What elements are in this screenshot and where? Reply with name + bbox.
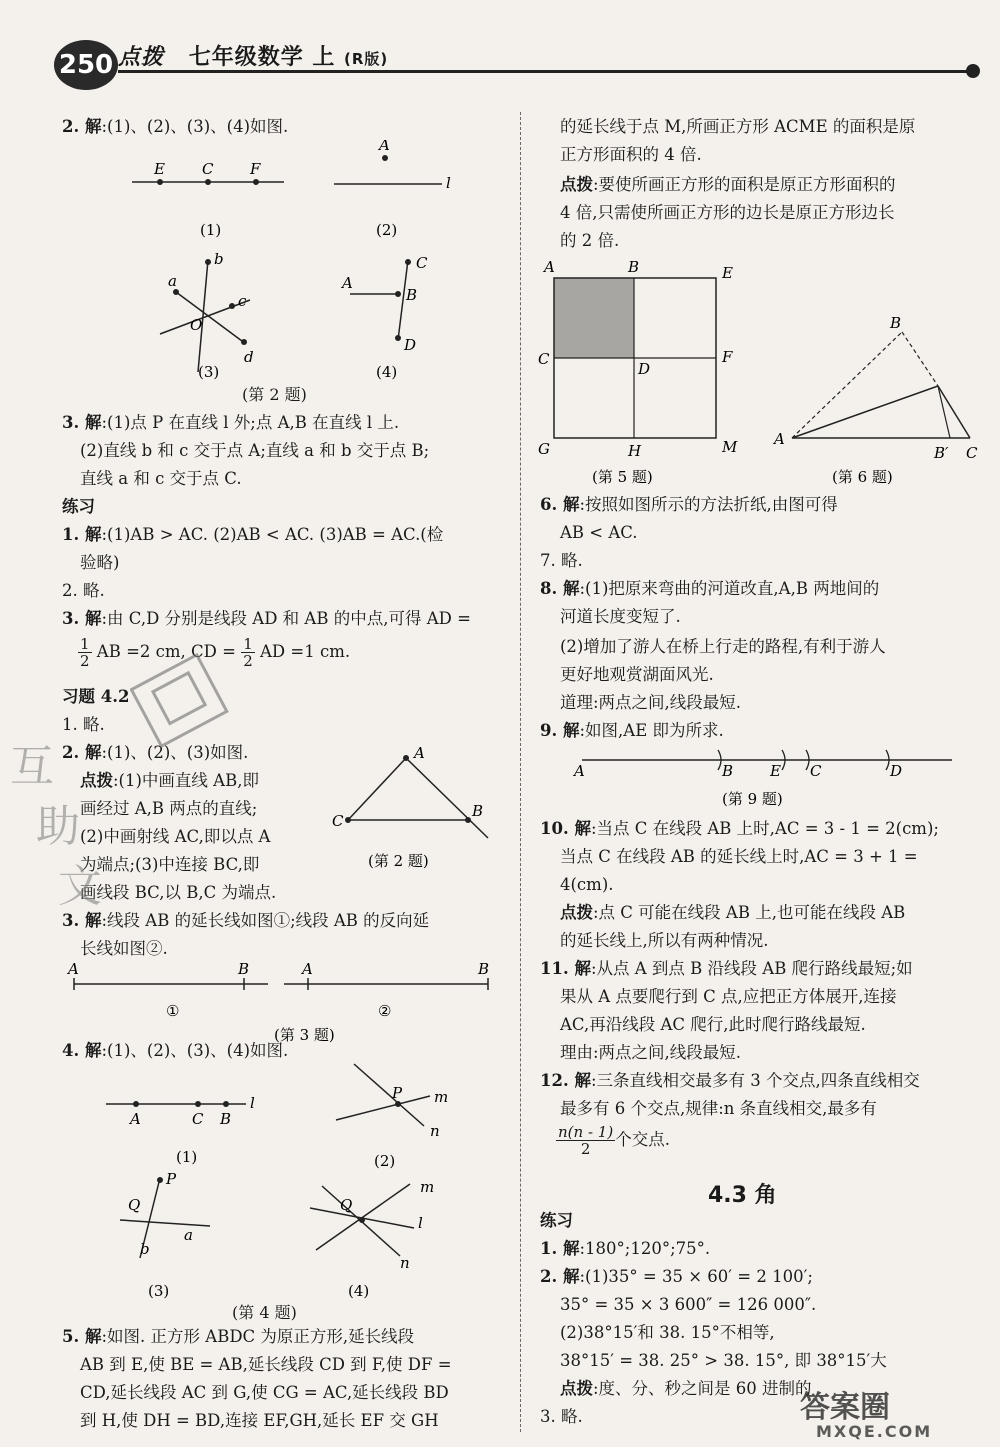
caption-4-3: (3): [148, 1282, 170, 1300]
pr1-line-1: [62, 524, 443, 546]
pr1-text-1: :(1)AB > AC. (2)AB < AC. (3)AB = AC.(检: [101, 525, 444, 544]
pr1-label: 1. 解: [62, 525, 102, 544]
ex4-figure-bottom: [110, 1170, 490, 1300]
pr3-mid: AB =2 cm, CD =: [96, 642, 236, 661]
q8-line-2: 河道长度变短了.: [560, 607, 681, 626]
ex2-text-1: :(1)、(2)、(3)如图.: [101, 743, 249, 762]
q2-label: 2. 解: [62, 117, 102, 136]
point-e: [157, 179, 163, 185]
q12-text-1: :三条直线相交最多有 3 个交点,四条直线相交: [590, 1071, 920, 1090]
q10-line-3: 4(cm).: [560, 875, 614, 894]
label-a-4: A: [342, 274, 353, 292]
label-l: l: [446, 174, 451, 192]
a1-line: [540, 1238, 710, 1260]
label-e: E: [154, 160, 165, 178]
label-b-4: B: [406, 286, 418, 304]
watermark-char-2: 助: [36, 801, 80, 852]
q3-line-3: 直线 a 和 c 交于点 C.: [80, 469, 242, 488]
point-b: [465, 817, 471, 823]
watermark-char-1: 互: [10, 741, 54, 792]
label-c: C: [538, 350, 550, 368]
a2-label: 2. 解: [540, 1267, 580, 1286]
ex2-figure: [330, 740, 500, 870]
ex3-line-1: [62, 910, 429, 932]
point-f: [253, 179, 259, 185]
fraction-half-1: [78, 636, 92, 669]
label-n: n: [400, 1254, 410, 1272]
ex4-line-1: [62, 1040, 288, 1062]
fig9-ruler: [566, 742, 966, 814]
q8-line-1: [540, 578, 879, 600]
caption-4-4: (4): [348, 1282, 370, 1300]
label-d-lower: d: [244, 348, 254, 366]
section-exercise: 习题 4.2: [62, 687, 130, 706]
ex3-figure: [62, 960, 502, 1050]
q2-caption: (第 2 题): [242, 385, 307, 404]
q7-line: 7. 略.: [540, 551, 583, 570]
section-4-3-heading: 4.3 角: [708, 1183, 777, 1208]
q3-line-2: (2)直线 b 和 c 交于点 A;直线 a 和 b 交于点 B;: [80, 441, 430, 460]
line-d: [176, 292, 246, 344]
point-d-4: [395, 335, 401, 341]
label-b2: B: [478, 960, 490, 978]
label-g: G: [538, 440, 550, 458]
label-b: B: [472, 802, 484, 820]
line-a: [120, 1220, 210, 1226]
label-b: B: [628, 258, 640, 276]
q12-frac-den: 2: [580, 1140, 591, 1158]
label-c: C: [966, 444, 978, 462]
ex2-tip-label: 点拨: [80, 771, 113, 790]
q8-line-5: 道理:两点之间,线段最短.: [560, 693, 742, 712]
q2-text: :(1)、(2)、(3)、(4)如图.: [101, 117, 289, 136]
a2-line-4: 38°15′ = 38. 25° > 38. 15°, 即 38°15′大: [560, 1351, 887, 1370]
q12-line-2: 最多有 6 个交点,规律:n 条直线相交,最多有: [560, 1099, 877, 1118]
point-c-lower: [229, 303, 235, 309]
tip10-line-1: [560, 902, 905, 924]
caption-2-4: (4): [376, 363, 398, 380]
q8-line-3: (2)增加了游人在桥上行走的路程,有利于游人: [560, 637, 886, 656]
q12-line-3: [556, 1124, 670, 1157]
point-c: [195, 1101, 201, 1107]
tip10-line-2: 的延长线上,所以有两种情况.: [560, 931, 769, 950]
tip2-label: 点拨: [560, 1379, 593, 1398]
q3-line-1: [62, 412, 399, 434]
q11-line-2: 果从 A 点要爬行到 C 点,应把正方体展开,连接: [560, 987, 897, 1006]
q11-line-1: [540, 958, 913, 980]
a3-line: 3. 略.: [540, 1407, 583, 1426]
point-a: [133, 1101, 139, 1107]
label-o: O: [190, 316, 203, 334]
ex4-label: 4. 解: [62, 1041, 102, 1060]
q10-text-1: :当点 C 在线段 AB 上时,AC = 3 - 1 = 2(cm);: [590, 819, 939, 838]
label-c: C: [332, 812, 344, 830]
point-c-4: [405, 259, 411, 265]
tip5-text-1: :要使所画正方形的面积是原正方形面积的: [593, 175, 896, 194]
ex5-line-2: AB 到 E,使 BE = AB,延长线段 CD 到 F,使 DF =: [80, 1355, 452, 1374]
line-c: [160, 300, 250, 334]
q12-end: 个交点.: [615, 1130, 670, 1149]
caption-2-2: (2): [376, 221, 398, 239]
ex3-text-1: :线段 AB 的延长线如图①;线段 AB 的反向延: [101, 911, 430, 930]
pr3-label: 3. 解: [62, 609, 102, 628]
fig5-square: [536, 258, 756, 488]
logo-sub-text: MXQE.COM: [816, 1422, 933, 1441]
q6-text-1: :按照如图所示的方法折纸,由图可得: [579, 495, 838, 514]
fig9-caption: (第 9 题): [722, 790, 783, 808]
frac1-den: 2: [80, 652, 90, 670]
pr3-text-1: :由 C,D 分别是线段 AD 和 AB 的中点,可得 AD =: [101, 609, 471, 628]
point-b-4: [395, 291, 401, 297]
label-e: E: [770, 762, 781, 780]
line-ab: [406, 758, 488, 838]
ex5-line-3: CD,延长线段 AC 到 G,使 CG = AC,延长线段 BD: [80, 1383, 449, 1402]
q3-text-1: :(1)点 P 在直线 l 外;点 A,B 在直线 l 上.: [101, 413, 400, 432]
point-a: [382, 155, 388, 161]
tip5-label: 点拨: [560, 175, 593, 194]
label-p: P: [166, 1170, 177, 1188]
ex3-caption: (第 3 题): [274, 1026, 335, 1044]
frac2-num: 1: [243, 635, 253, 653]
q10-line-1: [540, 818, 939, 840]
label-circle-1: ①: [166, 1002, 180, 1020]
tip10-text-1: :点 C 可能在线段 AB 上,也可能在线段 AB: [593, 903, 906, 922]
label-a: A: [774, 430, 785, 448]
fig5-caption: (第 5 题): [592, 468, 653, 486]
point-a: [403, 755, 409, 761]
label-d: D: [890, 762, 903, 780]
r-line-2: 正方形面积的 4 倍.: [560, 145, 702, 164]
label-d: D: [638, 360, 651, 378]
line-ab-ext: [348, 758, 406, 820]
q2-figure-bottom: [140, 250, 460, 380]
ex2-text-2: :(1)中画直线 AB,即: [113, 771, 259, 790]
label-a: A: [544, 258, 555, 276]
label-n: n: [430, 1122, 440, 1140]
q10-label: 10. 解: [540, 819, 591, 838]
q12-label: 12. 解: [540, 1071, 591, 1090]
ex2-line-2: [80, 770, 259, 792]
label-m: M: [722, 438, 738, 456]
ex3-line-2: 长线如图②.: [80, 939, 168, 958]
label-q: Q: [128, 1196, 141, 1214]
segment-a-fold: [792, 386, 938, 438]
label-b: b: [140, 1240, 150, 1258]
watermark-char-3: 文: [58, 861, 102, 912]
label-b: B: [220, 1110, 232, 1128]
section-practice-right: 练习: [540, 1211, 573, 1230]
segment-fold-b2: [938, 386, 950, 438]
ex3-label: 3. 解: [62, 911, 102, 930]
label-c-4: C: [416, 254, 428, 272]
ex4-figure-top: [100, 1062, 500, 1172]
ex2-line-4: (2)中画射线 AC,即以点 A: [80, 827, 271, 846]
logo-main-text: 答案圈: [800, 1390, 890, 1425]
label-c: C: [810, 762, 822, 780]
label-b: b: [214, 250, 224, 268]
line-m: [336, 1096, 430, 1120]
label-a1: A: [68, 960, 79, 978]
fig6-caption: (第 6 题): [832, 468, 893, 486]
page-number-badge: 250: [54, 40, 118, 90]
point-q: [359, 1217, 365, 1223]
ex2-line-5: 为端点;(3)中连接 BC,即: [80, 855, 260, 874]
label-f: F: [722, 348, 733, 366]
label-e: E: [722, 264, 733, 282]
point-c: [345, 817, 351, 823]
pr2-line: 2. 略.: [62, 581, 105, 600]
point-p: [157, 1177, 163, 1183]
q6-line-1: [540, 494, 838, 516]
ex2-line-1: [62, 742, 248, 764]
ex2-label: 2. 解: [62, 743, 102, 762]
segment-fold-c: [938, 386, 970, 438]
q10-line-2: 当点 C 在线段 AB 的延长线上时,AC = 3 + 1 =: [560, 847, 918, 866]
a1-label: 1. 解: [540, 1239, 580, 1258]
a2-line-1: [540, 1266, 813, 1288]
page-header: [0, 0, 1000, 100]
ex5-line-4: 到 H,使 DH = BD,连接 EF,GH,延长 EF 交 GH: [80, 1411, 439, 1430]
q11-label: 11. 解: [540, 959, 591, 978]
book-grade-title: 七年级数学 上: [188, 45, 336, 70]
label-c-lower: c: [238, 292, 247, 310]
tip2-line: [560, 1378, 812, 1400]
book-edition: (R版): [344, 50, 389, 68]
a2-text-1: :(1)35° = 35 × 60′ = 2 100′;: [579, 1267, 813, 1286]
label-m: m: [420, 1178, 435, 1196]
label-a: A: [130, 1110, 141, 1128]
q11-line-3: AC,再沿线段 AC 爬行,此时爬行路线最短.: [560, 1015, 866, 1034]
caption-4-1: (1): [176, 1148, 198, 1166]
ex2-caption: (第 2 题): [368, 852, 429, 870]
label-a: A: [574, 762, 585, 780]
label-a: A: [379, 140, 390, 154]
dashed-ab: [792, 332, 902, 438]
pr3-end: AD =1 cm.: [260, 642, 351, 661]
shaded-original-square: [554, 278, 634, 358]
frac1-num: 1: [80, 635, 90, 653]
brand-name: 点拨: [118, 45, 165, 70]
ex5-text-1: :如图. 正方形 ABDC 为原正方形,延长线段: [101, 1327, 415, 1346]
q6-label: 6. 解: [540, 495, 580, 514]
ex2-line-3: 画经过 A,B 两点的直线;: [80, 799, 258, 818]
frac2-den: 2: [243, 652, 253, 670]
header-rule: [118, 70, 976, 73]
a2-line-2: 35° = 35 × 3 600″ = 126 000″.: [560, 1295, 817, 1314]
point-b: [205, 259, 211, 265]
q9-text-1: :如图,AE 即为所求.: [579, 721, 724, 740]
ex2-line-6: 画线段 BC,以 B,C 为端点.: [80, 883, 277, 902]
watermark-stamp: [10, 730, 130, 970]
q11-text-1: :从点 A 到点 B 沿线段 AB 爬行路线最短;如: [590, 959, 913, 978]
ex1-line: 1. 略.: [62, 715, 105, 734]
pr3-line-2: [78, 636, 350, 669]
tip5-line-3: 的 2 倍.: [560, 231, 620, 250]
q3-label: 3. 解: [62, 413, 102, 432]
label-c: C: [192, 1110, 204, 1128]
tip10-label: 点拨: [560, 903, 593, 922]
tip5-line-1: [560, 174, 896, 196]
label-b1: B: [238, 960, 250, 978]
fraction-n-n-minus-1: [556, 1124, 615, 1157]
ex4-caption: (第 4 题): [232, 1303, 297, 1322]
q8-label: 8. 解: [540, 579, 580, 598]
ex5-line-1: [62, 1326, 414, 1348]
dashed-b-fold: [902, 332, 938, 386]
section-practice-left: 练习: [62, 497, 95, 516]
label-d-4: D: [404, 336, 417, 354]
label-q2: Q: [340, 1196, 353, 1214]
caption-2-3: (3): [198, 363, 220, 380]
q2-line: [62, 116, 288, 138]
q6-line-2: AB < AC.: [560, 523, 638, 542]
ex5-label: 5. 解: [62, 1327, 102, 1346]
label-l: l: [418, 1214, 423, 1232]
q8-line-4: 更好地观赏湖面风光.: [560, 665, 714, 684]
caption-4-2: (2): [374, 1152, 396, 1170]
q12-line-1: [540, 1070, 920, 1092]
q2-figure-top: [120, 140, 460, 250]
label-m: m: [434, 1088, 449, 1106]
fig6-fold: [766, 310, 988, 488]
point-d: [241, 339, 247, 345]
q11-line-4: 理由:两点之间,线段最短.: [560, 1043, 742, 1062]
label-p: P: [392, 1084, 403, 1102]
point-c: [205, 179, 211, 185]
a1-text: :180°;120°;75°.: [579, 1239, 711, 1258]
tip2-text: :度、分、秒之间是 60 进制的: [593, 1379, 812, 1398]
label-h: H: [628, 442, 642, 460]
column-divider: [520, 112, 521, 1432]
label-b: B: [890, 314, 902, 332]
fraction-half-2: [241, 636, 255, 669]
ex4-text-1: :(1)、(2)、(3)、(4)如图.: [101, 1041, 289, 1060]
pr1-line-2: 验略): [80, 553, 120, 572]
tip5-line-2: 4 倍,只需使所画正方形的边长是原正方形边长: [560, 203, 895, 222]
r-line-1: 的延长线于点 M,所画正方形 ACME 的面积是原: [560, 117, 916, 136]
label-c: C: [202, 160, 214, 178]
pr3-line-1: [62, 608, 471, 630]
label-a: A: [414, 744, 425, 762]
label-a: a: [184, 1226, 193, 1244]
label-b: B: [722, 762, 734, 780]
header-rule-dot: [966, 64, 980, 78]
q9-label: 9. 解: [540, 721, 580, 740]
site-logo: [800, 1380, 1000, 1447]
label-a2: A: [302, 960, 313, 978]
book-title: [118, 40, 388, 71]
label-b-prime: B′: [934, 444, 949, 462]
label-circle-2: ②: [378, 1002, 392, 1020]
label-f: F: [250, 160, 261, 178]
label-l: l: [250, 1094, 255, 1112]
point-b: [223, 1101, 229, 1107]
q12-frac-num: n(n - 1): [558, 1123, 614, 1141]
q9-line-1: [540, 720, 724, 742]
label-a-lower: a: [168, 272, 177, 290]
caption-2-1: (1): [200, 221, 222, 239]
line-n: [354, 1064, 424, 1126]
q8-text-1: :(1)把原来弯曲的河道改直,A,B 两地间的: [579, 579, 880, 598]
a2-line-3: (2)38°15′和 38. 15°不相等,: [560, 1323, 775, 1342]
